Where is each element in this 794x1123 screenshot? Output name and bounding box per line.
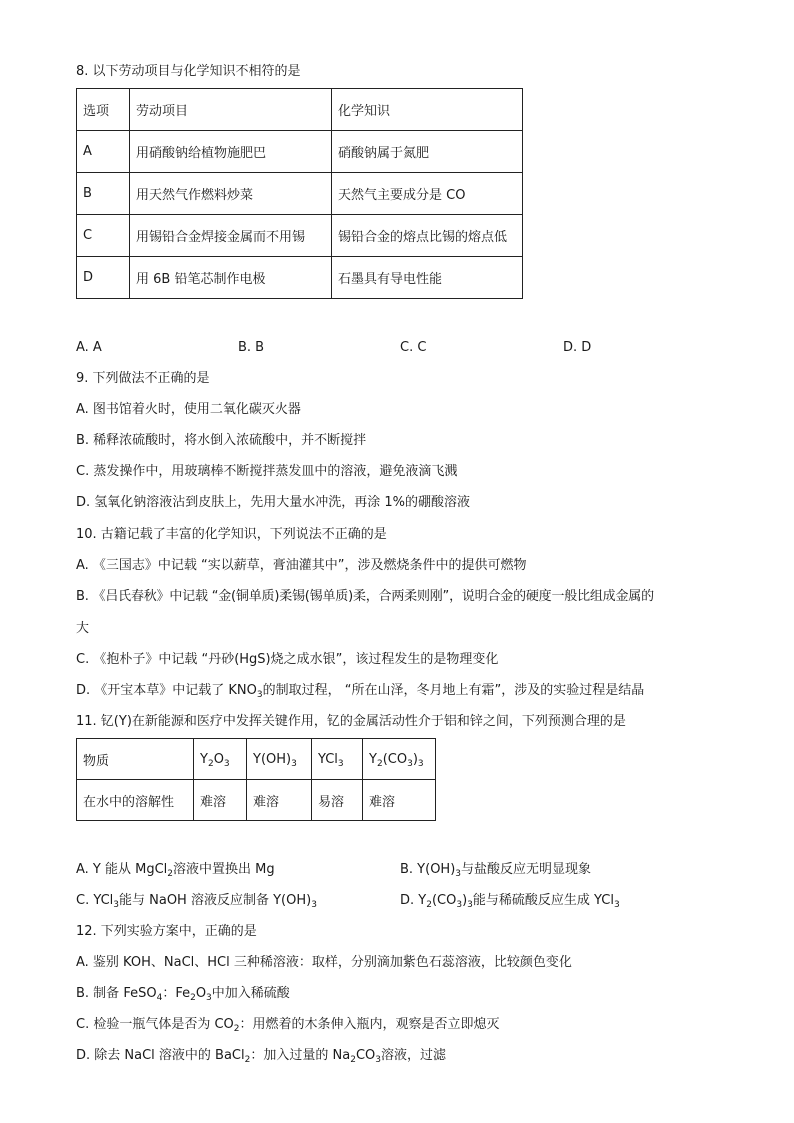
q8-row-b-chem: 天然气主要成分是 CO [332,173,523,215]
q8-stem: 8. 以下劳动项目与化学知识不相符的是 [76,64,301,79]
q9-option-c: C. 蒸发操作中，用玻璃棒不断搅拌蒸发皿中的溶液，避免液滴飞溅 [76,464,458,479]
q12-stem: 12. 下列实验方案中，正确的是 [76,924,257,939]
q10-option-a: A. 《三国志》中记载 “实以薪草，膏油灌其中”，涉及燃烧条件中的提供可燃物 [76,558,527,573]
q11-formula-yoh3: $Y(OH)_3$ [247,739,312,780]
q11-formula-y2co33: $Y_2(CO_3)_3$ [363,739,436,780]
q10-option-b-line1: B. 《吕氏春秋》中记载 “金(铜单质)柔锡(锡单质)柔，合两柔则刚”，说明合金的硬度一般比组成金属的 [76,589,654,604]
q8-header-option: 选项 [77,89,130,131]
q9-stem: 9. 下列做法不正确的是 [76,371,210,386]
q8-row-c-labor: 用锡铅合金焊接金属而不用锡 [130,215,332,257]
q12-option-c: C. 检验一瓶气体是否为 $CO_2$：用燃着的木条伸入瓶内，观察是否立即熄灭 [76,1017,500,1034]
q10-option-c: C. 《抱朴子》中记载 “丹砂(HgS)烧之成水银”，该过程发生的是物理变化 [76,652,499,667]
q9-option-b: B. 稀释浓硫酸时，将水倒入浓硫酸中，并不断搅拌 [76,433,367,448]
q11-row2-label: 在水中的溶解性 [77,780,194,821]
q11-sol-1: 难溶 [194,780,247,821]
q8-header-chem: 化学知识 [332,89,523,131]
q8-row-a-labor: 用硝酸钠给植物施肥巴 [130,131,332,173]
q12-option-b: B. 制备 FeSO$_4$：$Fe_2O_3$中加入稀硫酸 [76,986,290,1003]
q11-sol-3: 易溶 [312,780,363,821]
q8-option-c: C. C [400,340,427,355]
q11-table [76,738,436,821]
q11-formula-y2o3: $Y_2O_3$ [194,739,247,780]
q12-option-a: A. 鉴别 KOH、NaCl、HCl 三种稀溶液：取样，分别滴加紫色石蕊溶液，比较颜色变化 [76,955,572,970]
q10-option-d [76,682,644,700]
q10-stem: 10. 古籍记载了丰富的化学知识，下列说法不正确的是 [76,527,387,542]
q8-row-c-option: C [77,215,130,257]
q8-row-c-chem: 锡铅合金的熔点比锡的熔点低 [332,215,523,257]
q8-row-a-option: A [77,131,130,173]
q11-option-d: D. $Y_2(CO_3)_3$能与稀硫酸反应生成 YCl$_3$ [400,893,620,910]
q11-formula-ycl3: YCl$_3$ [312,739,363,780]
q10-d-text-1: D. 《开宝本草》中记载了 KNO [76,683,257,698]
q11-option-c: C. YCl$_3$能与 NaOH 溶液反应制备 $Y(OH)_3$ [76,893,317,910]
q11-sol-2: 难溶 [247,780,312,821]
q11-sol-4: 难溶 [363,780,436,821]
q8-row-d-labor: 用 6B 铅笔芯制作电极 [130,257,332,299]
q11-option-a: A. Y 能从 MgCl$_2$溶液中置换出 Mg [76,862,275,879]
q10-option-b-line2: 大 [76,621,90,636]
q8-header-labor: 劳动项目 [130,89,332,131]
q9-option-a: A. 图书馆着火时，使用二氧化碳灭火器 [76,402,301,417]
q8-table [76,88,523,299]
q8-row-b-labor: 用天然气作燃料炒菜 [130,173,332,215]
q8-option-a: A. A [76,340,102,355]
q8-row-d-chem: 石墨具有导电性能 [332,257,523,299]
q8-option-b: B. B [238,340,265,355]
q10-d-text-2: 的制取过程， “所在山泽，冬月地上有霜”，涉及的实验过程是结晶 [262,683,645,698]
q12-option-d: D. 除去 NaCl 溶液中的 BaCl$_2$：加入过量的 $Na_2CO_3$溶液，过滤 [76,1048,446,1065]
q8-row-d-option: D [77,257,130,299]
q8-option-d: D. D [563,340,592,355]
q11-option-b: B. $Y(OH)_3$与盐酸反应无明显现象 [400,862,592,879]
q8-row-a-chem: 硝酸钠属于氮肥 [332,131,523,173]
q8-row-b-option: B [77,173,130,215]
q11-row1-label: 物质 [77,739,194,780]
q9-option-d: D. 氢氧化钠溶液沾到皮肤上，先用大量水冲洗，再涂 1%的硼酸溶液 [76,495,471,510]
q10-d-sub: 3 [256,690,263,700]
q11-stem: 11. 钇(Y)在新能源和医疗中发挥关键作用，钇的金属活动性介于铝和锌之间，下列预测合理的是 [76,714,626,729]
